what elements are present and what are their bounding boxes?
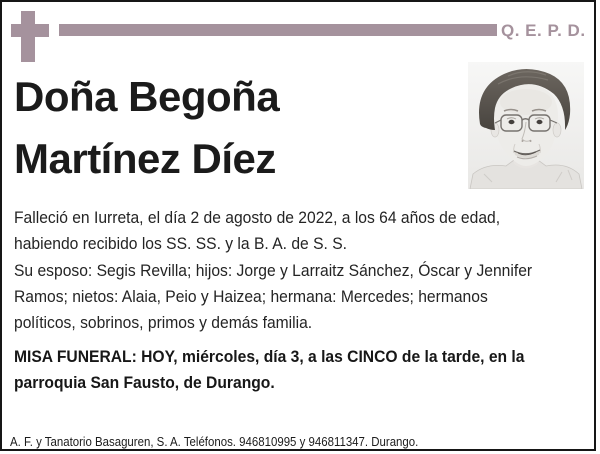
death-details-paragraph <box>14 205 500 257</box>
family-line1: Su esposo: Segis Revilla; hijos: Jorge y Larraitz Sánchez, Óscar y Jennifer <box>14 261 533 280</box>
header-rule <box>59 24 497 36</box>
death-details-line2: habiendo recibido los SS. SS. y la B. A. de S. S. <box>14 234 347 253</box>
memorial-cross-icon-arm <box>11 24 49 37</box>
qepd-label: Q. E. P. D. <box>501 21 586 40</box>
funeral-line2: parroquia San Fausto, de Durango. <box>14 373 275 392</box>
death-details-line1: Falleció en Iurreta, el día 2 de agosto de 2022, a los 64 años de edad, <box>14 208 501 227</box>
family-paragraph <box>14 258 532 336</box>
portrait-photo <box>468 62 584 189</box>
funeral-announcement <box>14 344 524 396</box>
deceased-name-line2: Martínez Díez <box>14 135 276 182</box>
funeral-line1: MISA FUNERAL: HOY, miércoles, día 3, a las CINCO de la tarde, en la <box>14 347 525 366</box>
deceased-name-line1: Doña Begoña <box>14 73 280 120</box>
deceased-name <box>14 66 279 190</box>
family-line3: políticos, sobrinos, primos y demás familia. <box>14 313 313 332</box>
family-line2: Ramos; nietos: Alaia, Peio y Haizea; hermana: Mercedes; hermanos <box>14 287 488 306</box>
funeral-home-footer: A. F. y Tanatorio Basaguren, S. A. Teléfonos. 946810995 y 946811347. Durango. <box>10 434 419 449</box>
